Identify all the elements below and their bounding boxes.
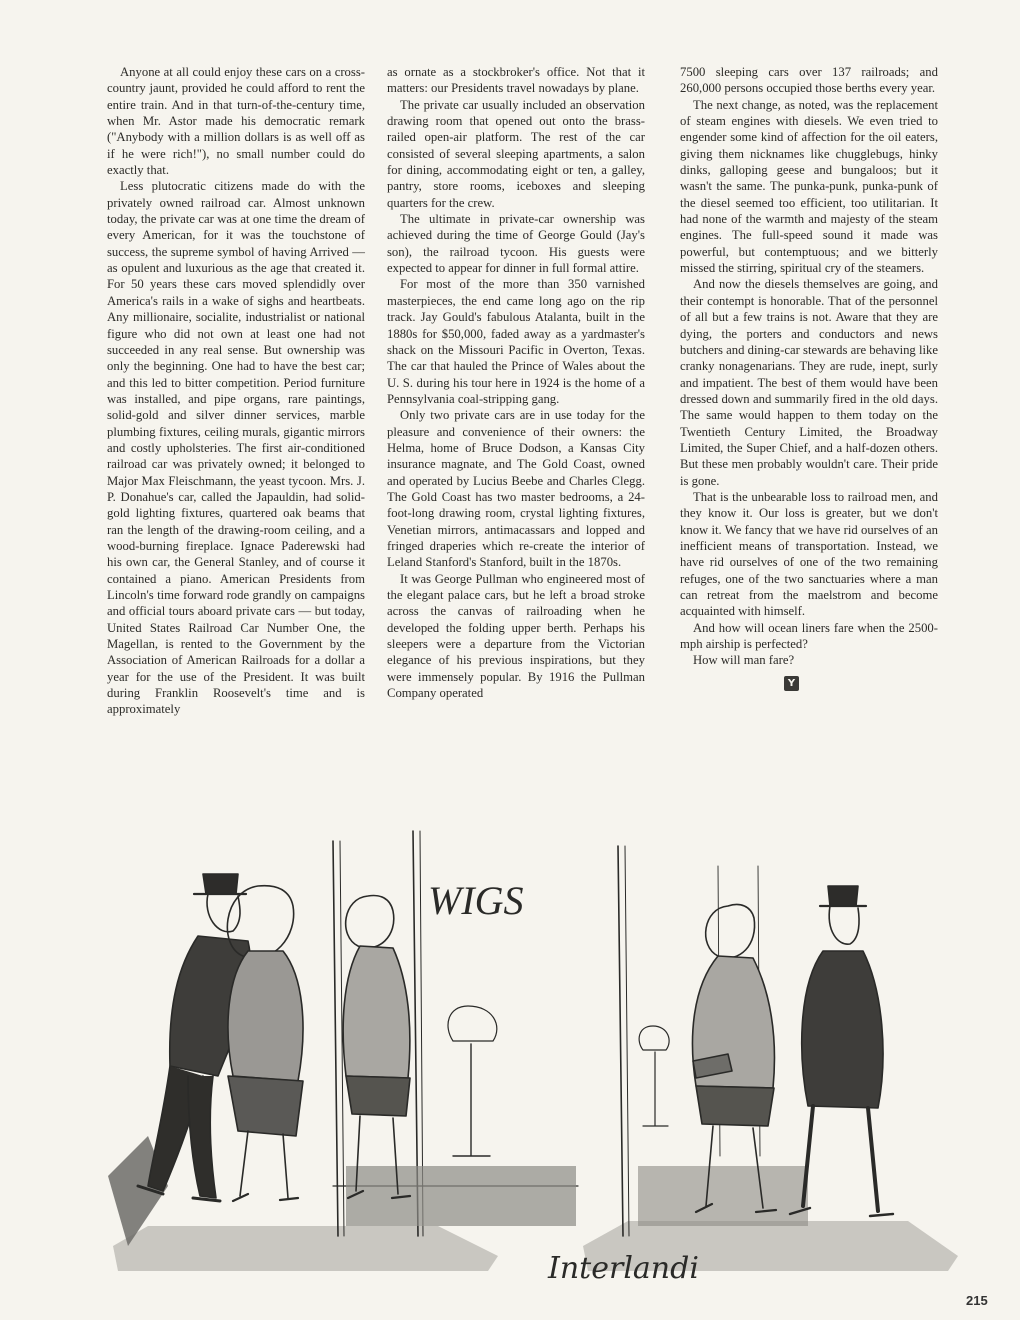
paragraph: The private car usually included an observation drawing room that opened out onto the brass-railed open-air platform. The rest of the car consisted of several sleeping apartments, a salon for dining, accommodating eight or ten, a galley, pantry, store rooms, iceboxes and sleeping quarters for the crew.: [387, 97, 645, 210]
paragraph: And how will ocean liners fare when the 2500-mph airship is perfected?: [680, 620, 938, 652]
paragraph: That is the unbearable loss to railroad men, and they know it. Our loss is greater, but we don't know it. We fancy that we have rid ourselves of an inefficient means of transportation. Instead, we have rid ourselves of one of the two remaining refuges, one of the two sanctuaries where a man can retreat from the maelstrom and become acquainted with himself.: [680, 489, 938, 619]
paragraph: 7500 sleeping cars over 137 railroads; and 260,000 persons occupied those berths every year.: [680, 65, 938, 96]
article-column-3: [680, 64, 938, 691]
rabbit-end-mark-icon: Y: [784, 676, 799, 691]
page-number: 215: [966, 1293, 988, 1308]
shop-sign-text: WIGS: [428, 878, 524, 923]
article-column-2: [387, 64, 645, 701]
cartoon-panel-left: [108, 831, 578, 1271]
paragraph: How will man fare?: [693, 653, 795, 668]
paragraph: And now the diesels themselves are going, and their contempt is honorable. That of the personnel of all but a few trains is not. Aware that they are dying, the porters and conductors and news butchers and dining-car stewards are behaving like cranky nonagenarians. They are rude, inept, surly and impatient. The best of them would have been dressed down and summarily fired in the old days. The same would happen to them today on the Twentieth Century Limited, the Broadway Limited, the Super Chief, and a half-dozen others. But these men probably wouldn't care. Their pride is gone.: [680, 277, 938, 488]
article-column-1: [107, 64, 365, 718]
paragraph: The ultimate in private-car ownership was achieved during the time of George Gould (Jay's son), the railroad tycoon. His guests were expected to appear for dinner in full formal attire.: [387, 212, 645, 276]
paragraph: It was George Pullman who engineered most of the elegant palace cars, but he left a broad stroke across the canvas of railroading when he developed the folding upper berth. Perhaps his sleepers were a departure from the Victorian elegance of his previous inspirations, but they were immensely popular. By 1916 the Pullman Company operated: [387, 571, 645, 701]
cartoon-illustration: [108, 826, 962, 1296]
cartoon-panel-right: [583, 846, 958, 1271]
cartoon-signature: Interlandi: [548, 1251, 699, 1286]
paragraph: Only two private cars are in use today for the pleasure and convenience of their owners: the Helma, home of Bruce Dodson, a Kansas City insurance magnate, and The Gold Coast, owned and operated by Lucius Beebe and Charles Clegg. The Gold Coast has two master bedrooms, a 24-foot-long drawing room, crystal lighting fixtures, Venetian mirrors, antimacassars and lopped and fringed draperies which re-create the interior of Leland Stanford's Stanford, built in the 1870s.: [387, 408, 645, 570]
paragraph: The next change, as noted, was the replacement of steam engines with diesels. We even tried to engender some kind of affection for the oil eaters, giving them nicknames like chugglebugs, hinky dinks, galloping geese and bungaloos; but it wasn't the same. The punka-punk, punka-punk of the diesel seemed too efficient, too utilitarian. It had none of the warmth and majesty of the steam engines. The full-speed sound it made was powerful, but contemptuous; and we bitterly missed the stirring, spiritual cry of the steamers.: [680, 97, 938, 276]
paragraph: Anyone at all could enjoy these cars on a cross-country jaunt, provided he could afford to rent the entire train. And in that turn-of-the-century time, when Mr. Astor made his democratic remark ("Anybody with a million dollars is as well off as if he were rich!"), no small number could do exactly that.: [107, 65, 365, 178]
paragraph: For most of the more than 350 varnished masterpieces, the end came long ago on the rip track. Jay Gould's fabulous Atalanta, built in the 1880s for $50,000, faded away as a yardmaster's shack on the Missouri Pacific in Overton, Texas. The car that hauled the Prince of Wales about the U. S. during his tour here in 1924 is the home of a Pennsylvania coal-stripping gang.: [387, 277, 645, 406]
paragraph: Less plutocratic citizens made do with the privately owned railroad car. Almost unknown today, the private car was at one time the dream of every American, for it was the touchstone of success, the supreme symbol of having Arrived — as opulent and luxurious as the age that created it. For 50 years these cars moved splendidly over America's rails in a wake of sighs and heartbeats. Any millionaire, socialite, industrialist or national figure who did not own at least one had not succeeded in any real sense. But ownership was only the beginning. One had to have the best car; and this led to bitter competition. Period furniture was installed, and pipe organs, rare paintings, solid-gold and silver dinner services, marble plumbing fixtures, ceiling murals, gigantic mirrors and costly upholsteries. The first air-conditioned railroad car was privately owned; it belonged to Major Max Fleischmann, the yeast tycoon. Mrs. J. P. Donahue's car, called the Japauldin, had solid-gold lighting fixtures, quartered oak beams that ran the length of the drawing-room ceiling, and a wood-burning fireplace. Ignace Paderewski had his own car, the General Stanley, and of course it contained a piano. American Presidents from Lincoln's time forward rode grandly on campaigns and official tours aboard private cars — but today, United States Railroad Car Number One, the Magellan, is rented to the Government by the Association of American Railroads for a dollar a year for the use of the President. It was built during Franklin Roosevelt's time and is approximately: [107, 179, 365, 717]
paragraph: as ornate as a stockbroker's office. Not that it matters: our Presidents travel nowadays by plane.: [387, 65, 645, 96]
